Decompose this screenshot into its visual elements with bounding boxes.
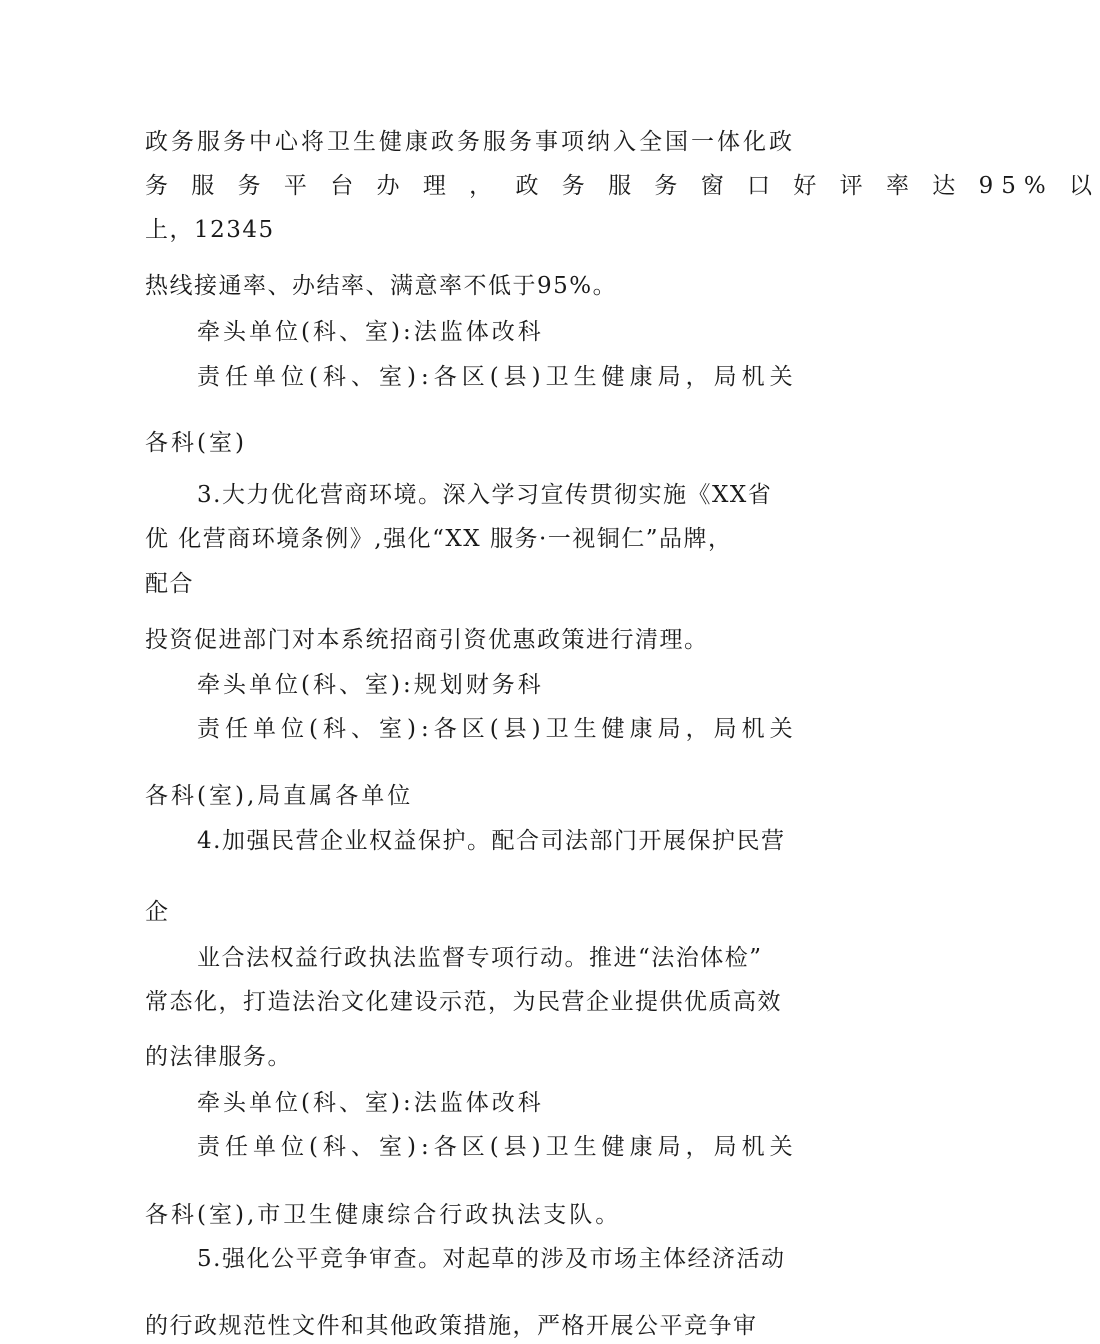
section-heading-3: 3.大力优化营商环境。深入学习宣传贯彻实施《XX省 — [197, 482, 773, 508]
paragraph-line: 的行政规范性文件和其他政策措施，严格开展公平竞争审 — [145, 1313, 758, 1339]
paragraph-line: 常态化，打造法治文化建设示范，为民营企业提供优质高效 — [145, 989, 782, 1015]
lead-unit-line: 牵头单位(科、室):法监体改科 — [197, 1090, 544, 1116]
paragraph-line: 务 服 务 平 台 办 理 ， 政 务 服 务 窗 口 好 评 率 达 95% 以 — [145, 173, 1100, 199]
paragraph-line: 的法律服务。 — [145, 1044, 292, 1070]
section-heading-4: 4.加强民营企业权益保护。配合司法部门开展保护民营 — [197, 828, 786, 854]
paragraph-line: 上，12345 — [145, 217, 275, 243]
paragraph-line: 政务服务中心将卫生健康政务服务事项纳入全国一体化政 — [145, 129, 795, 155]
section-heading-5: 5.强化公平竞争审查。对起草的涉及市场主体经济活动 — [197, 1246, 786, 1272]
responsible-unit-line: 责任单位(科、室):各区(县)卫生健康局，局机关 — [197, 364, 798, 390]
paragraph-line: 各科(室) — [145, 430, 247, 456]
lead-unit-line: 牵头单位(科、室):法监体改科 — [197, 319, 544, 345]
paragraph-line: 业合法权益行政执法监督专项行动。推进“法治体检” — [197, 945, 763, 971]
lead-unit-line: 牵头单位(科、室):规划财务科 — [197, 672, 544, 698]
paragraph-line: 各科(室),局直属各单位 — [145, 783, 414, 809]
responsible-unit-line: 责任单位(科、室):各区(县)卫生健康局，局机关 — [197, 1134, 798, 1160]
paragraph-line: 投资促进部门对本系统招商引资优惠政策进行清理。 — [145, 627, 709, 653]
paragraph-line: 企 — [145, 899, 170, 925]
paragraph-line: 热线接通率、办结率、满意率不低于95%。 — [145, 273, 618, 299]
paragraph-line: 各科(室),市卫生健康综合行政执法支队。 — [145, 1202, 622, 1228]
responsible-unit-line: 责任单位(科、室):各区(县)卫生健康局，局机关 — [197, 716, 798, 742]
paragraph-line: 配合 — [145, 571, 194, 597]
paragraph-line: 优 化营商环境条例》,强化“XX 服务·一视铜仁”品牌， — [145, 526, 733, 552]
